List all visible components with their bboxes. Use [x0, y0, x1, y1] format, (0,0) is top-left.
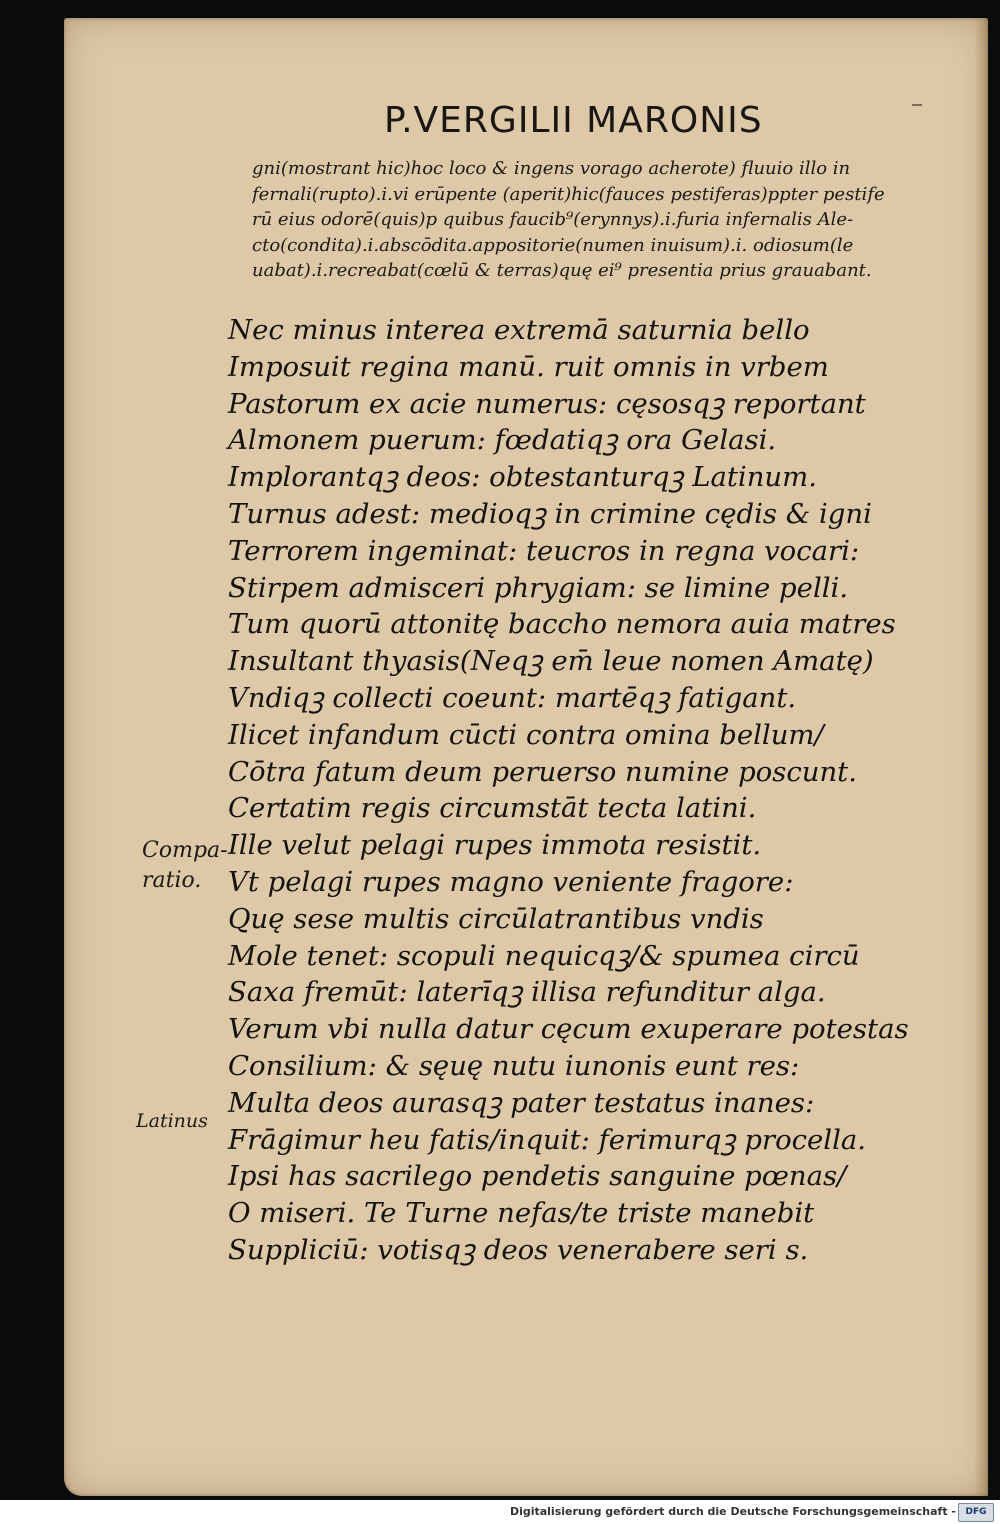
verse-line: Terrorem ingeminat: teucros in regna vocari:: [228, 534, 860, 567]
page-mark: [912, 104, 922, 106]
running-title: P.VERGILII MARONIS: [384, 100, 763, 141]
verse-line: Implorantqꝫ deos: obtestanturqꝫ Latinum.: [228, 461, 817, 494]
commentary-line: uabat).i.recreabat(cœlū & terras)quę ei⁹ presentia prius grauabant.: [252, 260, 872, 282]
verse-line: Vndiqꝫ collecti coeunt: martēqꝫ fatigant.: [228, 681, 797, 714]
verse-line: Ille velut pelagi rupes immota resistit.: [228, 829, 762, 862]
commentary-line: rū eius odorē(quis)p quibus faucib⁹(erynnys).i.furia infernalis Ale-: [252, 209, 854, 231]
verse-line: Mole tenet: scopuli nequicqꝫ/& spumea circū: [228, 939, 860, 972]
verse-line: Nec minus interea extremā saturnia bello: [228, 314, 810, 346]
verse-line: Cōtra fatum deum peruerso numine poscunt.: [228, 755, 857, 788]
verse-line: Almonem puerum: fœdatiqꝫ ora Gelasi.: [228, 424, 777, 457]
verse-line: Stirpem admisceri phrygiam: se limine pelli.: [228, 571, 849, 604]
marginal-note-latinus: Latinus: [136, 1110, 208, 1132]
verse-line: Consilium: & sęuę nutu iunonis eunt res:: [228, 1049, 800, 1082]
verse-line: Vt pelagi rupes magno veniente fragore:: [228, 865, 794, 898]
verse-line: Ipsi has sacrilego pendetis sanguine pœnas/: [228, 1160, 847, 1193]
verse-line: Turnus adest: medioqꝫ in crimine cędis & igni: [228, 497, 872, 530]
verse-line: Suppliciū: votisqꝫ deos venerabere seri s.: [228, 1233, 809, 1266]
verse-line: Frāgimur heu fatis/inquit: ferimurqꝫ procella.: [228, 1123, 867, 1156]
marginal-note-line: Compa-: [142, 838, 228, 863]
verse-line: Tum quorū attonitę baccho nemora auia matres: [228, 608, 896, 641]
dfg-logo: DFG: [958, 1503, 994, 1522]
verse-line: Saxa fremūt: laterīqꝫ illisa refunditur alga.: [228, 976, 826, 1009]
verse-line: Multa deos aurasqꝫ pater testatus inanes:: [228, 1086, 815, 1119]
funding-credit: Digitalisierung gefördert durch die Deutsche Forschungsgemeinschaft -: [509, 1505, 956, 1518]
marginal-note-comparatio: [142, 836, 228, 896]
verse-block: [228, 312, 968, 1269]
verse-line: O miseri. Te Turne nefas/te triste manebit: [228, 1197, 815, 1230]
verse-line: Verum vbi nulla datur cęcum exuperare potestas: [228, 1013, 909, 1046]
verse-line: Pastorum ex acie numerus: cęsosqꝫ reportant: [228, 387, 866, 420]
verse-line: Ilicet infandum cūcti contra omina bellum/: [228, 718, 824, 751]
verse-line: Quę sese multis circūlatrantibus vndis: [228, 902, 764, 935]
commentary-line: fernali(rupto).i.vi erūpente (aperit)hic(fauces pestiferas)ppter pestife: [252, 183, 885, 205]
verse-line: Certatim regis circumstāt tecta latini.: [228, 792, 757, 825]
commentary-block: [252, 156, 962, 284]
footer-bar: [0, 1500, 1000, 1524]
verse-line: Imposuit regina manū. ruit omnis in vrbem: [228, 350, 829, 383]
verse-line: Insultant thyasis(Neqꝫ em̄ leue nomen Amatę): [228, 645, 874, 678]
marginal-note-line: ratio.: [142, 868, 202, 893]
commentary-line: gni(mostrant hic)hoc loco & ingens vorago acherote) fluuio illo in: [252, 158, 851, 179]
commentary-line: cto(condita).i.abscōdita.appositorie(numen inuisum).i. odiosum(le: [252, 234, 854, 256]
page-edge-shadow: [974, 18, 988, 1496]
